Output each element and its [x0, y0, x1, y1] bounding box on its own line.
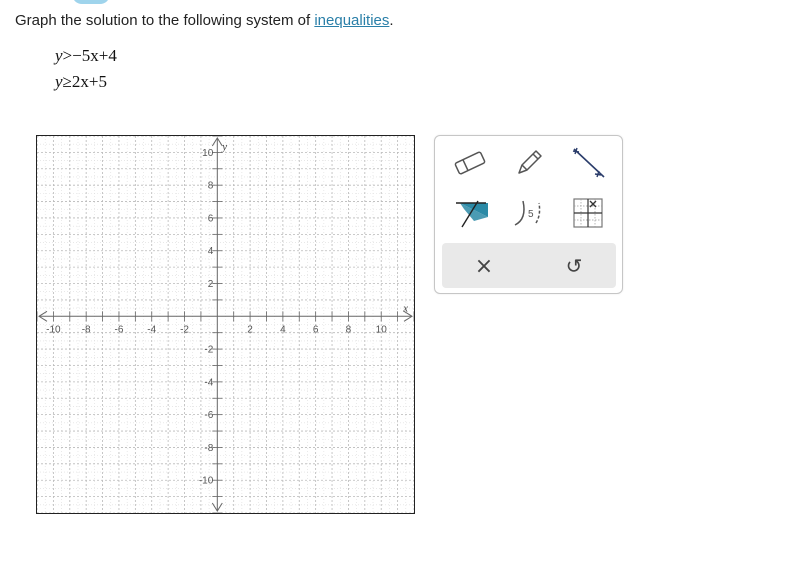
- y-tick-label: 2: [207, 279, 214, 291]
- x-tick-label: -8: [81, 324, 91, 336]
- prompt-text: Graph the solution to the following system of: [15, 12, 315, 29]
- x-tick-label: -6: [114, 324, 124, 336]
- parabola-icon: [509, 195, 549, 231]
- question-prompt: [15, 12, 394, 29]
- x-tick-label: -2: [180, 324, 189, 336]
- line-segment-icon: [568, 143, 608, 183]
- clear-icon: ×: [474, 253, 494, 279]
- y-axis-label: y: [222, 141, 228, 153]
- y-tick-label: 8: [207, 180, 214, 192]
- fill-tool[interactable]: [448, 193, 492, 233]
- y-tick-label: -2: [204, 344, 214, 356]
- inequality-1: [55, 46, 117, 66]
- pencil-icon: [513, 147, 545, 179]
- reset-icon: ↺: [565, 254, 583, 278]
- eraser-icon: [453, 151, 487, 175]
- eraser-tool[interactable]: [448, 143, 492, 183]
- ineq-1-op: >: [62, 46, 73, 65]
- x-tick-label: -10: [46, 324, 61, 336]
- y-tick-label: -6: [204, 410, 214, 422]
- ineq-2-rhs: 2x+5: [71, 72, 107, 91]
- inequality-2: [55, 72, 107, 92]
- action-bar: [442, 243, 616, 288]
- ineq-1-lhs: y: [55, 46, 63, 65]
- x-tick-label: 10: [375, 324, 387, 336]
- line-tool[interactable]: [566, 143, 610, 183]
- y-tick-label: 10: [202, 147, 214, 159]
- top-tab-indicator: [72, 0, 110, 4]
- pencil-tool[interactable]: [507, 143, 551, 183]
- inequalities-link[interactable]: inequalities: [314, 12, 390, 29]
- parabola-tool[interactable]: [507, 193, 551, 233]
- y-tick-label: 6: [207, 213, 214, 225]
- fill-icon: [450, 195, 490, 231]
- graph-toolbox: [434, 135, 623, 294]
- x-tick-label: 8: [345, 324, 352, 336]
- ineq-2-op: ≥: [62, 72, 72, 91]
- prompt-end: .: [389, 12, 394, 29]
- grid-tool[interactable]: [566, 193, 610, 233]
- ineq-2-lhs: y: [55, 72, 63, 91]
- reset-button[interactable]: [554, 249, 594, 283]
- svg-text:5: 5: [528, 209, 534, 220]
- x-axis-label: x: [403, 302, 408, 315]
- x-tick-label: 6: [312, 324, 319, 336]
- clear-button[interactable]: [464, 249, 504, 283]
- y-tick-label: -8: [204, 442, 214, 454]
- x-tick-label: -4: [147, 324, 157, 336]
- y-tick-label: -10: [198, 475, 214, 487]
- x-tick-label: 4: [280, 324, 286, 336]
- coordinate-plane[interactable]: [37, 136, 414, 513]
- grid-icon: [571, 196, 605, 230]
- ineq-1-rhs: −5x+4: [72, 46, 117, 65]
- y-tick-label: -4: [204, 377, 214, 389]
- y-tick-label: 4: [207, 246, 214, 258]
- graph-canvas[interactable]: [36, 135, 415, 514]
- x-tick-label: 2: [247, 324, 253, 336]
